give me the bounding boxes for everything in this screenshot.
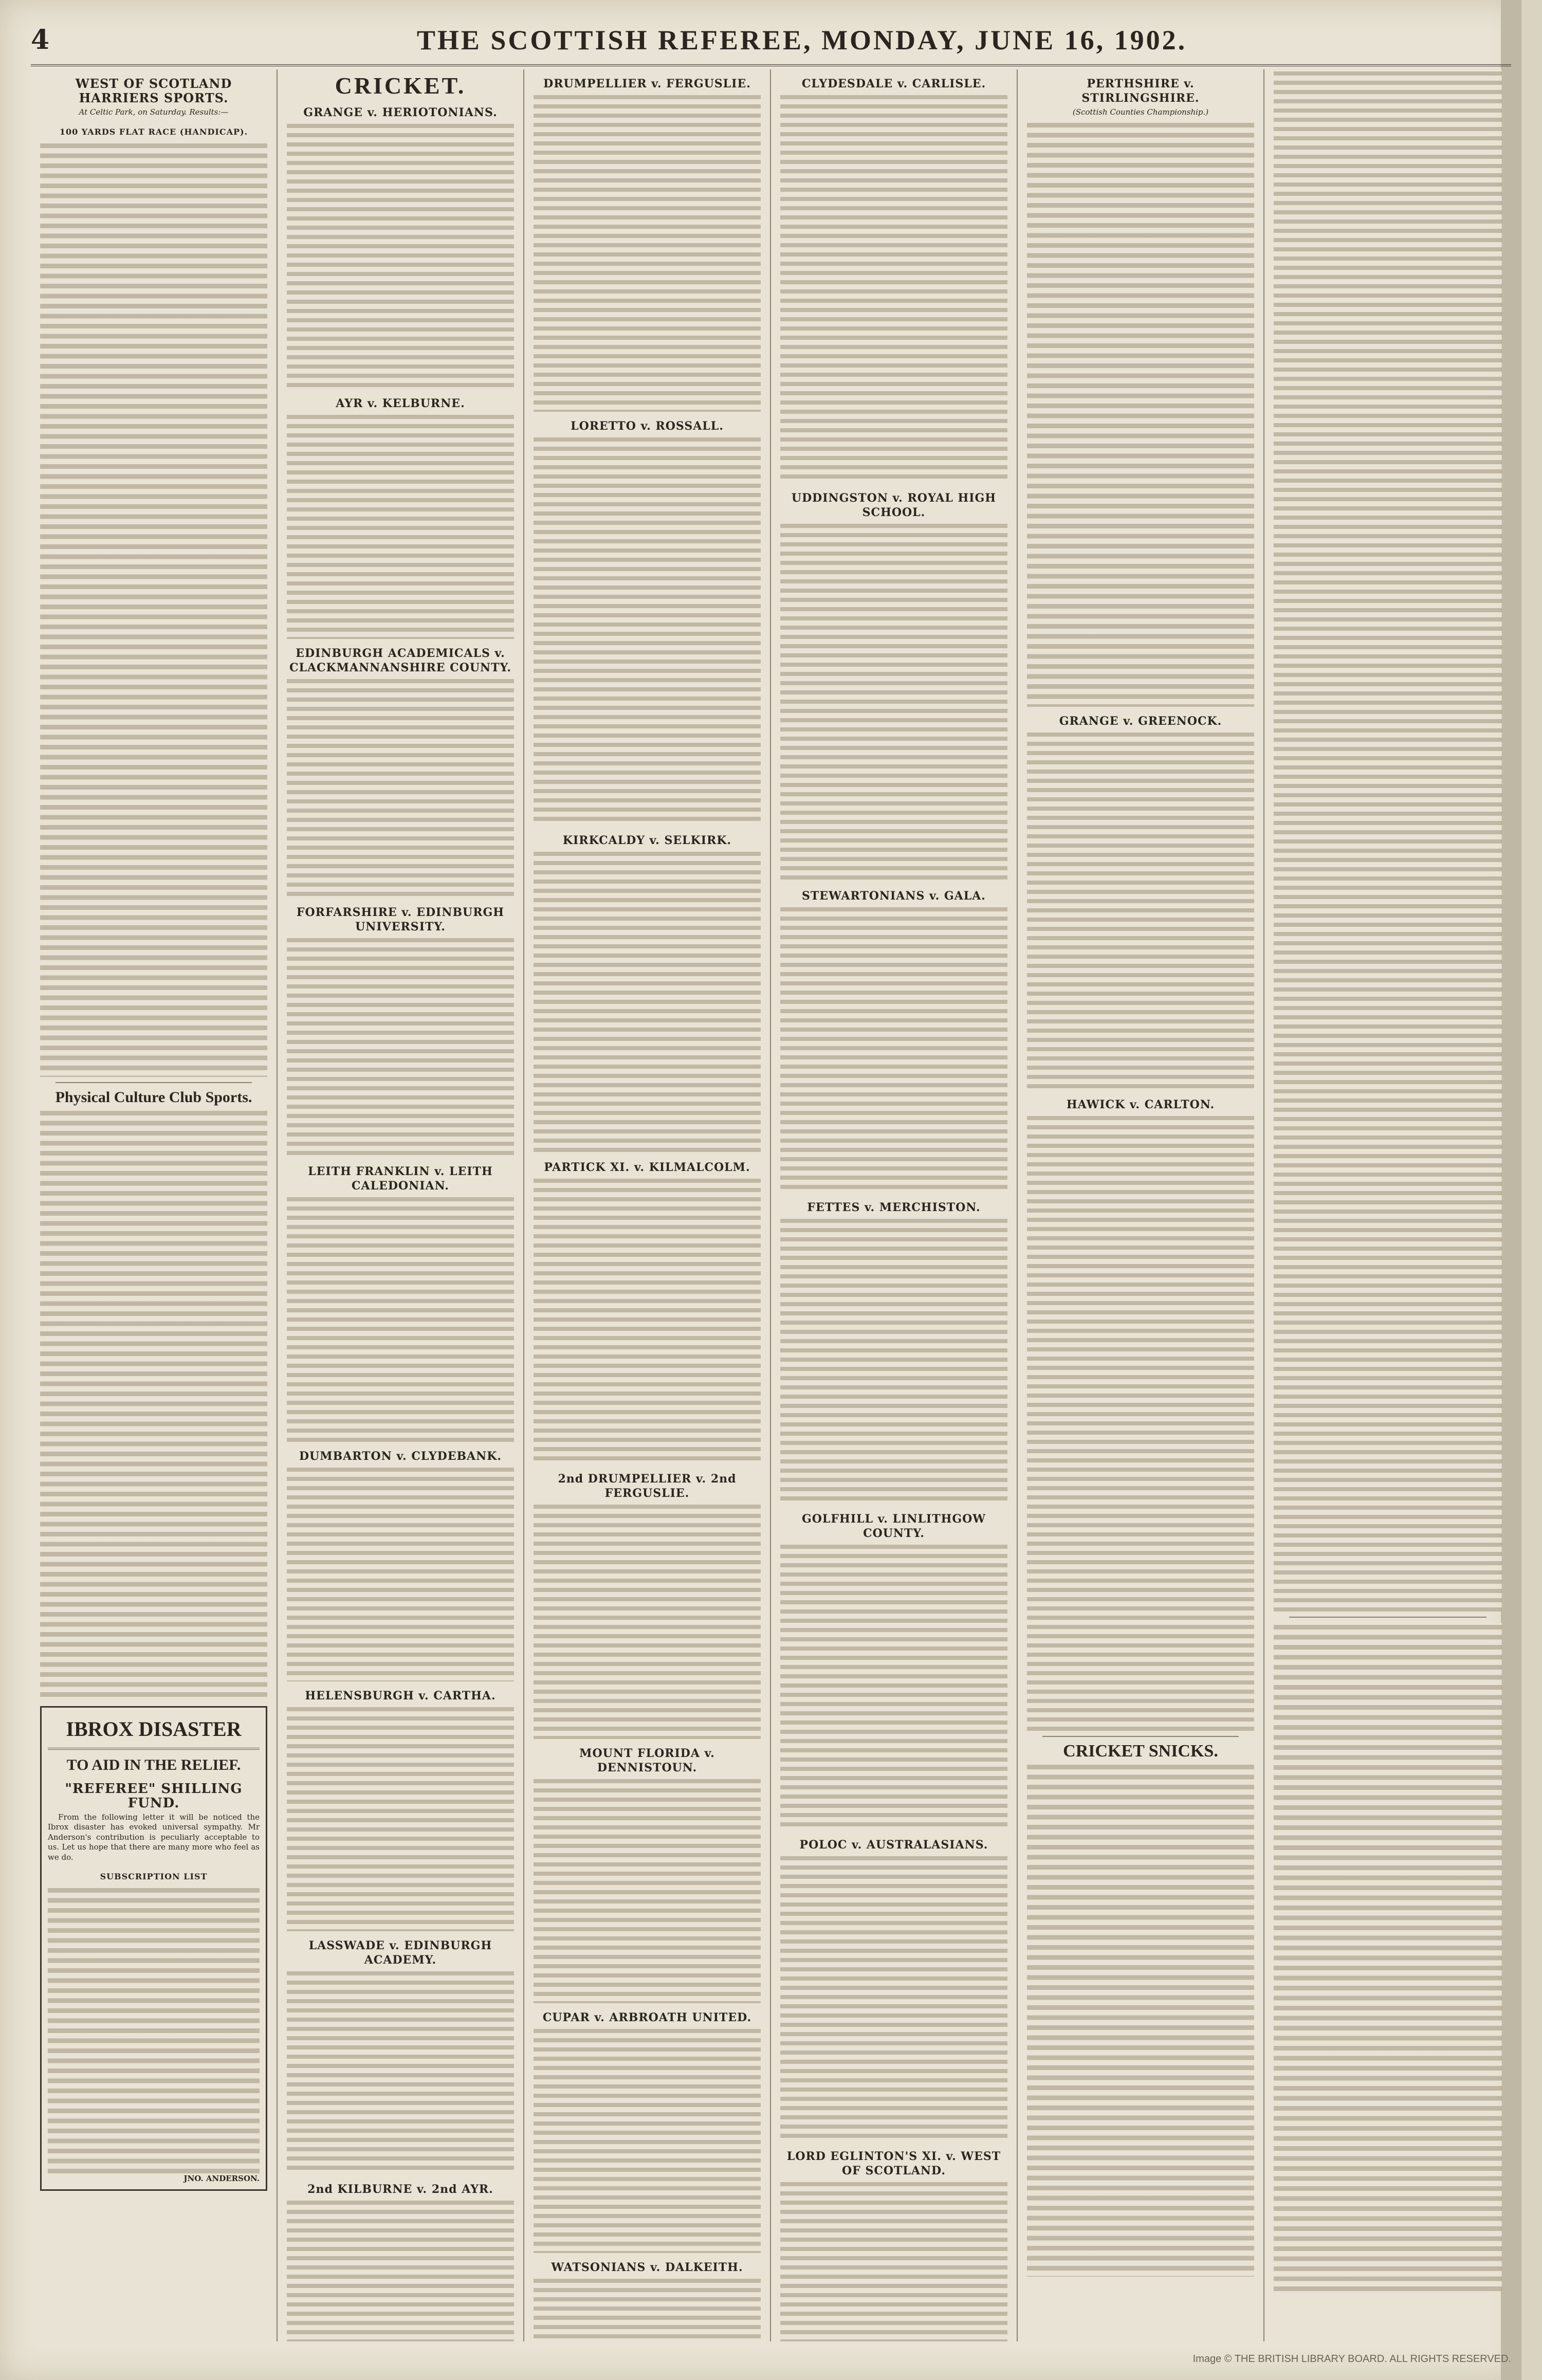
scorecard [287,1969,514,2175]
match-helensburgh-cartha: HELENSBURGH v. CARTHA. [305,1689,496,1702]
match-kirkcaldy-selkirk: KIRKCALDY v. SELKIRK. [562,834,732,847]
snicks-text [1027,1763,1254,2277]
masthead [31,15,1511,66]
harriers-intro: At Celtic Park, on Saturday. Results:— [79,107,229,117]
match-edinburgh-clackmannan: EDINBURGH ACADEMICALS v. CLACKMANNANSHIRE COUNTY. [289,647,512,674]
ibrox-heading: IBROX DISASTER [66,1717,242,1741]
scorecard [287,413,514,639]
columns [31,69,1511,2341]
match-grange-heriotonians: GRANGE v. HERIOTONIANS. [303,106,498,119]
scorecard [780,1217,1007,1505]
scorecard [534,1503,761,1739]
results-text [1274,1623,1502,2291]
scorecard [534,1777,761,2003]
report-text [1027,121,1254,707]
subscription-text [48,1886,260,2174]
match-clydesdale-carlisle: CLYDESDALE v. CARLISLE. [801,77,986,90]
newspaper-title: THE SCOTTISH REFEREE, MONDAY, JUNE 16, 1902. [416,24,1187,56]
match-uddingston-royal-high: UDDINGSTON v. ROYAL HIGH SCHOOL. [791,491,997,519]
scorecard [780,2180,1007,2341]
signoff: JNO. ANDERSON. [183,2174,260,2183]
scorecard [287,122,514,389]
cricket-heading: CRICKET. [335,72,466,99]
scorecard [780,93,1007,484]
scorecard [780,522,1007,882]
match-kilburne-ayr: 2nd KILBURNE v. 2nd AYR. [307,2183,493,2196]
match-stewartonians-gala: STEWARTONIANS v. GALA. [802,889,986,903]
page-number: 4 [31,24,50,56]
match-forfarshire-university: FORFARSHIRE v. EDINBURGH UNIVERSITY. [296,906,505,933]
subscription-list-heading: SUBSCRIPTION LIST [100,1872,208,1881]
scorecard [1027,1114,1254,1731]
relief-heading: TO AID IN THE RELIEF. [66,1756,241,1773]
scorecard [287,1195,514,1442]
scorecard [534,850,761,1153]
scorecard [287,2199,514,2341]
match-subtitle: (Scottish Counties Championship.) [1072,107,1209,117]
scorecard [780,1854,1007,2142]
match-eglinton-west: LORD EGLINTON'S XI. v. WEST OF SCOTLAND. [786,2150,1001,2177]
match-mount-florida: MOUNT FLORIDA v. DENNISTOUN. [579,1747,715,1774]
race-heading: 100 YARDS FLAT RACE (HANDICAP). [59,126,248,137]
scorecard [534,1177,761,1464]
match-hawick-carlton: HAWICK v. CARLTON. [1066,1097,1215,1111]
results-text-block [40,141,267,1077]
scorecard [287,677,514,898]
column-2 [278,69,524,2341]
match-fettes-merchiston: FETTES v. MERCHISTON. [807,1201,981,1214]
scorecard [534,93,761,412]
harriers-heading: WEST OF SCOTLAND HARRIERS SPORTS. [75,76,232,105]
scorecard [1027,730,1254,1090]
match-leith: LEITH FRANKLIN v. LEITH CALEDONIAN. [308,1165,493,1193]
match-golfhill-linlithgow: GOLFHILL v. LINLITHGOW COUNTY. [801,1512,986,1540]
scorecard [780,1543,1007,1830]
ibrox-fund-box [40,1706,267,2191]
match-cupar-arbroath: CUPAR v. ARBROATH UNITED. [542,2011,752,2024]
match-grange-greenock: GRANGE v. GREENOCK. [1059,714,1222,728]
scorecard [287,936,514,1157]
match-ayr-kelburne: AYR v. KELBURNE. [336,397,465,410]
column-4 [771,69,1018,2341]
match-lasswade-academy: LASSWADE v. EDINBURGH ACADEMY. [308,1939,492,1967]
match-partick-kilmalcolm: PARTICK XI. v. KILMALCOLM. [544,1161,750,1174]
results-text [1274,69,1502,1612]
scorecard [780,905,1007,1193]
physical-culture-text [40,1109,267,1700]
physical-culture-heading: Physical Culture Club Sports. [55,1088,252,1106]
column-3 [524,69,771,2341]
scorecard [534,435,761,826]
match-2nd-drumpellier: 2nd DRUMPELLIER v. 2nd FERGUSLIE. [558,1472,737,1500]
column-1 [31,69,278,2341]
match-perthshire-stirlingshire: PERTHSHIRE v. STIRLINGSHIRE. [1081,77,1200,105]
match-dumbarton-clydebank: DUMBARTON v. CLYDEBANK. [299,1450,502,1463]
cricket-snicks-heading: CRICKET SNICKS. [1063,1741,1218,1761]
column-6 [1264,69,1511,2341]
match-drumpellier-ferguslie: DRUMPELLIER v. FERGUSLIE. [543,77,751,90]
fund-text: From the following letter it will be noticed the Ibrox disaster has evoked universal sympathy. Mr Anderson's contribution is peculiarly acceptable to us. Let us hope that there are many more who feel as we do. [48,1812,260,1862]
copyright-notice: Image © THE BRITISH LIBRARY BOARD. ALL RIGHTS RESERVED. [1192,2353,1511,2365]
match-poloc-australasians: POLOC v. AUSTRALASIANS. [799,1838,988,1852]
scorecard [287,1705,514,1931]
scorecard [534,2277,761,2341]
shilling-fund-heading: "REFEREE" SHILLING FUND. [65,1781,243,1811]
scorecard [534,2027,761,2253]
scorecard [287,1466,514,1681]
match-watsonians-dalkeith: WATSONIANS v. DALKEITH. [551,2261,743,2274]
match-loretto-rossall: LORETTO v. ROSSALL. [571,419,724,433]
column-5 [1018,69,1264,2341]
